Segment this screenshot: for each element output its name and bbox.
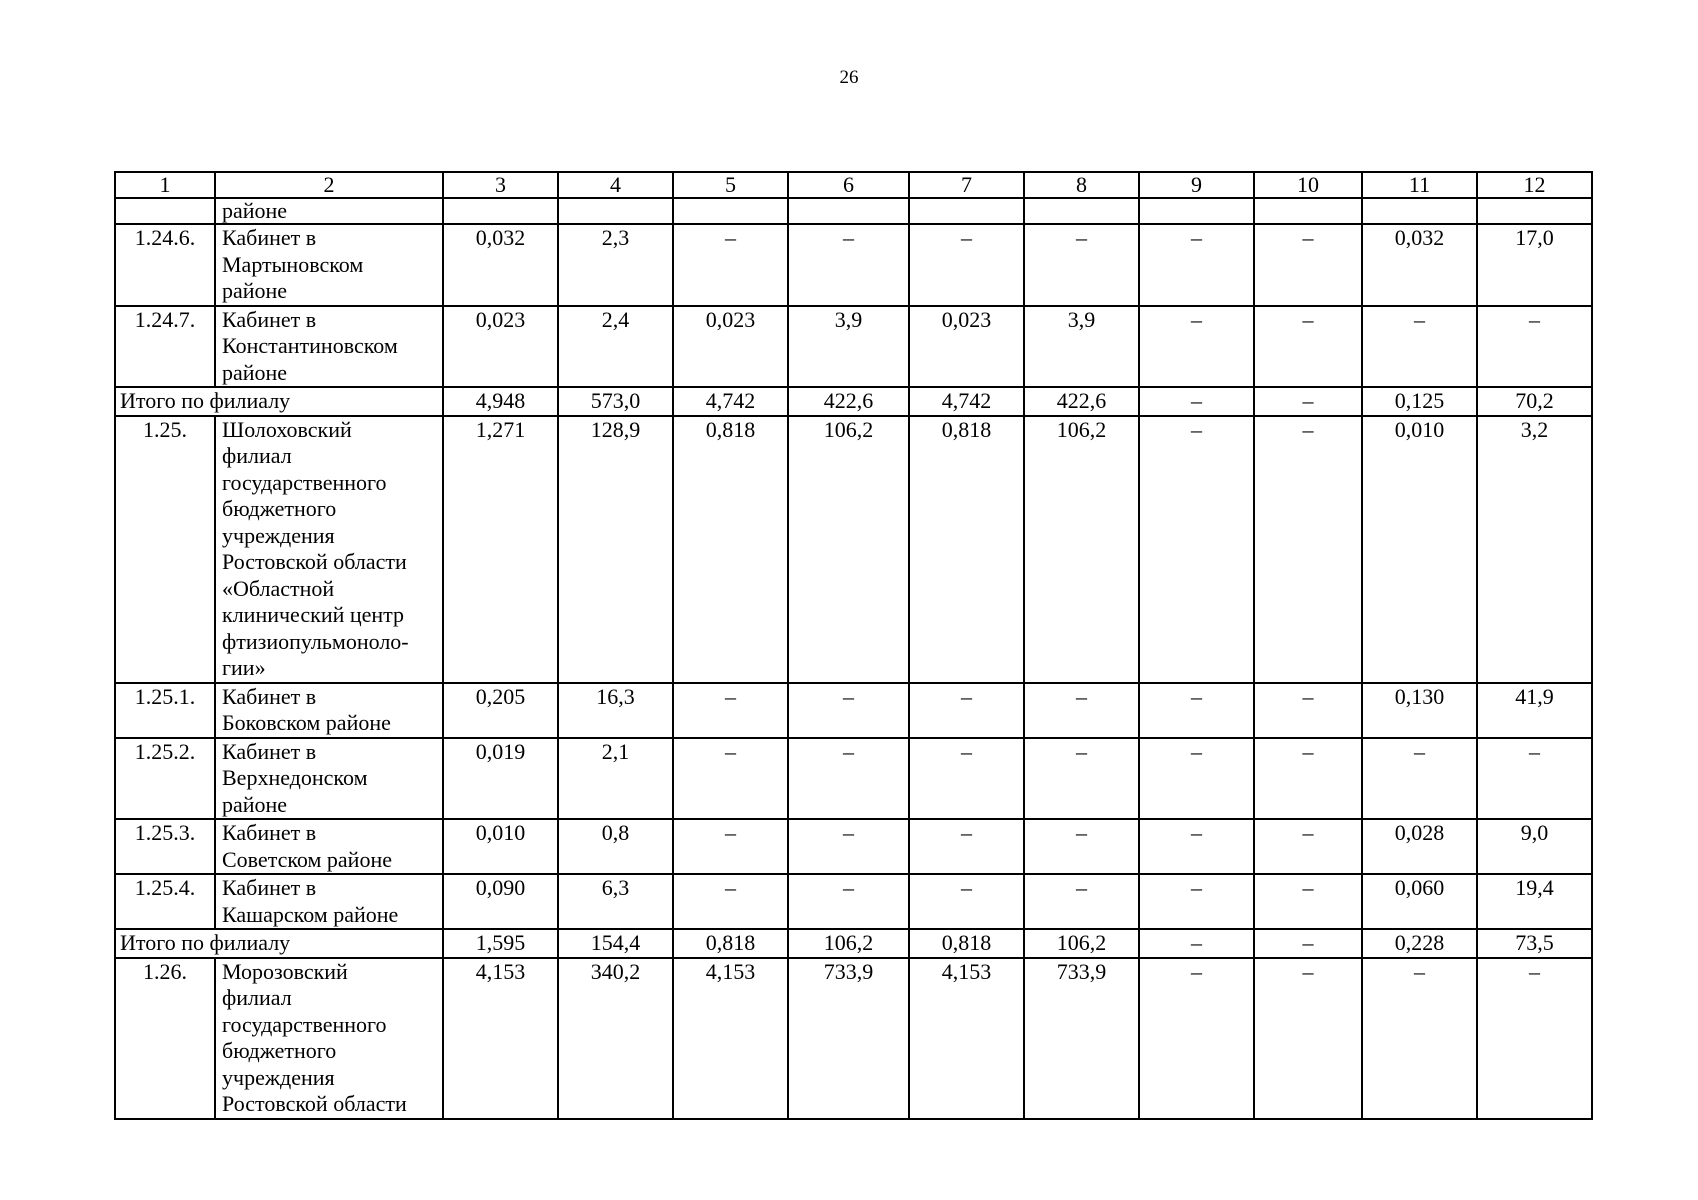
row-name-line: Кабинет в — [222, 738, 317, 764]
row-name-line: Кабинет в — [222, 306, 317, 332]
value-cell — [1254, 198, 1362, 224]
row-name-line: Советском районе — [222, 846, 392, 872]
value-cell: – — [788, 738, 909, 820]
value-cell: 0,090 — [443, 874, 558, 929]
value-cell: 106,2 — [788, 416, 909, 683]
value-cell: 128,9 — [558, 416, 673, 683]
row-name — [215, 683, 443, 738]
value-cell: 0,818 — [909, 416, 1024, 683]
value-cell: – — [1024, 224, 1139, 306]
row-name-line: учреждения — [222, 1064, 335, 1090]
value-cell: – — [1139, 224, 1254, 306]
row-number: 1.25.1. — [115, 683, 215, 738]
value-cell: 2,4 — [558, 306, 673, 388]
value-cell: 0,060 — [1362, 874, 1477, 929]
value-cell: – — [1254, 958, 1362, 1119]
value-cell: – — [1139, 683, 1254, 738]
value-cell — [909, 198, 1024, 224]
value-cell: – — [1024, 683, 1139, 738]
value-cell: – — [1254, 387, 1362, 416]
value-cell: – — [788, 819, 909, 874]
row-name — [215, 738, 443, 820]
row-name-line: фтизиопульмоноло- — [222, 628, 409, 654]
value-cell: 0,130 — [1362, 683, 1477, 738]
value-cell: – — [1254, 874, 1362, 929]
column-header: 11 — [1362, 172, 1477, 198]
row-name — [215, 874, 443, 929]
value-cell — [1024, 198, 1139, 224]
value-cell: – — [673, 738, 788, 820]
column-header: 6 — [788, 172, 909, 198]
value-cell: 733,9 — [788, 958, 909, 1119]
value-cell: 0,818 — [673, 416, 788, 683]
value-cell: – — [909, 738, 1024, 820]
table-row — [115, 683, 1592, 738]
value-cell: 0,8 — [558, 819, 673, 874]
value-cell: – — [1139, 416, 1254, 683]
value-cell: – — [788, 874, 909, 929]
column-header: 3 — [443, 172, 558, 198]
row-name-line: бюджетного — [222, 1038, 337, 1063]
value-cell: 4,153 — [443, 958, 558, 1119]
value-cell: – — [1362, 958, 1477, 1119]
value-cell: 0,023 — [909, 306, 1024, 388]
value-cell: 0,125 — [1362, 387, 1477, 416]
value-cell: 0,023 — [443, 306, 558, 388]
row-name-line: клинический центр — [222, 602, 405, 627]
value-cell: – — [788, 224, 909, 306]
value-cell: 4,948 — [443, 387, 558, 416]
value-cell: 73,5 — [1477, 929, 1592, 958]
value-cell: – — [673, 683, 788, 738]
value-cell: 1,271 — [443, 416, 558, 683]
value-cell: 106,2 — [1024, 416, 1139, 683]
row-name — [215, 819, 443, 874]
value-cell: – — [909, 224, 1024, 306]
total-row — [115, 387, 1592, 416]
row-name-line: районе — [222, 278, 288, 303]
row-number: 1.24.6. — [115, 224, 215, 306]
value-cell: 422,6 — [788, 387, 909, 416]
value-cell: – — [1139, 874, 1254, 929]
row-name-line: Кашарском районе — [222, 901, 399, 927]
value-cell — [1139, 198, 1254, 224]
value-cell: 4,153 — [673, 958, 788, 1119]
row-name-line: Боковском районе — [222, 710, 391, 735]
value-cell: 4,742 — [673, 387, 788, 416]
column-header: 9 — [1139, 172, 1254, 198]
row-name-line: Верхнедонском — [222, 765, 368, 790]
value-cell: – — [1254, 416, 1362, 683]
value-cell — [673, 198, 788, 224]
value-cell: 9,0 — [1477, 819, 1592, 874]
row-name-line: Ростовской области — [222, 1091, 407, 1116]
data-table — [114, 171, 1593, 1120]
value-cell: 0,818 — [673, 929, 788, 958]
row-name-line: Ростовской области — [222, 549, 407, 574]
column-header: 2 — [215, 172, 443, 198]
row-name-line: Мартыновском — [222, 251, 364, 277]
row-name — [215, 958, 443, 1119]
value-cell — [558, 198, 673, 224]
value-cell: 0,032 — [1362, 224, 1477, 306]
value-cell — [788, 198, 909, 224]
value-cell: 41,9 — [1477, 683, 1592, 738]
value-cell: – — [1477, 738, 1592, 820]
table-row — [115, 874, 1592, 929]
value-cell: 2,1 — [558, 738, 673, 820]
row-number: 1.25. — [115, 416, 215, 683]
row-name-line: районе — [222, 198, 288, 223]
value-cell: – — [1254, 224, 1362, 306]
row-name-line: Константиновском — [222, 333, 398, 358]
value-cell: 6,3 — [558, 874, 673, 929]
row-name-line: районе — [222, 359, 288, 385]
value-cell: 0,032 — [443, 224, 558, 306]
value-cell: – — [909, 874, 1024, 929]
value-cell: – — [1477, 958, 1592, 1119]
value-cell: – — [1362, 306, 1477, 388]
value-cell: – — [1477, 306, 1592, 388]
value-cell: 0,228 — [1362, 929, 1477, 958]
table-row — [115, 224, 1592, 306]
value-cell — [1362, 198, 1477, 224]
value-cell: – — [673, 224, 788, 306]
row-name — [215, 224, 443, 306]
value-cell: 0,028 — [1362, 819, 1477, 874]
column-header: 4 — [558, 172, 673, 198]
value-cell: 16,3 — [558, 683, 673, 738]
row-name-line: бюджетного — [222, 496, 337, 521]
value-cell: 4,742 — [909, 387, 1024, 416]
total-row — [115, 929, 1592, 958]
value-cell: – — [1139, 738, 1254, 820]
row-name — [215, 306, 443, 388]
row-number: 1.26. — [115, 958, 215, 1119]
value-cell: – — [673, 819, 788, 874]
value-cell: – — [788, 683, 909, 738]
value-cell: 0,205 — [443, 683, 558, 738]
value-cell: 3,2 — [1477, 416, 1592, 683]
value-cell: – — [1139, 306, 1254, 388]
row-name — [215, 198, 443, 224]
value-cell: 70,2 — [1477, 387, 1592, 416]
table-row — [115, 738, 1592, 820]
value-cell: 3,9 — [788, 306, 909, 388]
continued-row — [115, 198, 1592, 224]
value-cell: 0,010 — [1362, 416, 1477, 683]
value-cell: 573,0 — [558, 387, 673, 416]
column-header: 7 — [909, 172, 1024, 198]
row-name-line: Кабинет в — [222, 875, 317, 900]
row-name-line: Кабинет в — [222, 683, 317, 709]
row-name-line: гии» — [222, 655, 266, 680]
row-name-line: Шолоховский — [222, 416, 352, 442]
table-body — [115, 172, 1592, 1119]
value-cell — [443, 198, 558, 224]
row-name-line: «Областной — [222, 575, 335, 601]
value-cell: 19,4 — [1477, 874, 1592, 929]
value-cell: 2,3 — [558, 224, 673, 306]
column-header: 10 — [1254, 172, 1362, 198]
value-cell: 4,153 — [909, 958, 1024, 1119]
row-name-line: государственного — [222, 469, 387, 495]
value-cell: – — [1139, 929, 1254, 958]
value-cell: 3,9 — [1024, 306, 1139, 388]
row-name-line: филиал — [222, 443, 292, 468]
row-number: 1.25.4. — [115, 874, 215, 929]
value-cell: 733,9 — [1024, 958, 1139, 1119]
value-cell: – — [909, 819, 1024, 874]
value-cell: 1,595 — [443, 929, 558, 958]
value-cell: – — [1139, 819, 1254, 874]
row-name-line: районе — [222, 791, 288, 817]
total-label: Итого по филиалу — [115, 929, 443, 958]
value-cell: 106,2 — [1024, 929, 1139, 958]
value-cell: – — [1254, 306, 1362, 388]
table-row — [115, 416, 1592, 683]
value-cell — [1477, 198, 1592, 224]
value-cell: – — [1024, 819, 1139, 874]
value-cell: 0,019 — [443, 738, 558, 820]
value-cell: – — [1024, 874, 1139, 929]
value-cell: – — [1254, 929, 1362, 958]
column-header: 5 — [673, 172, 788, 198]
value-cell: 154,4 — [558, 929, 673, 958]
row-name-line: Морозовский — [222, 958, 348, 984]
value-cell: – — [1139, 958, 1254, 1119]
row-number: 1.25.2. — [115, 738, 215, 820]
value-cell: 0,023 — [673, 306, 788, 388]
column-header-row — [115, 172, 1592, 198]
value-cell: – — [1024, 738, 1139, 820]
row-number — [115, 198, 215, 224]
row-name-line: Кабинет в — [222, 225, 317, 250]
value-cell: – — [1139, 387, 1254, 416]
value-cell: – — [1254, 738, 1362, 820]
value-cell: 0,010 — [443, 819, 558, 874]
page-number: 26 — [839, 67, 859, 88]
row-name-line: Кабинет в — [222, 820, 317, 845]
value-cell: 340,2 — [558, 958, 673, 1119]
row-number: 1.25.3. — [115, 819, 215, 874]
value-cell: 17,0 — [1477, 224, 1592, 306]
table-row — [115, 819, 1592, 874]
value-cell: 422,6 — [1024, 387, 1139, 416]
value-cell: – — [1254, 819, 1362, 874]
column-header: 1 — [115, 172, 215, 198]
column-header: 8 — [1024, 172, 1139, 198]
value-cell: 106,2 — [788, 929, 909, 958]
row-name-line: государственного — [222, 1011, 387, 1037]
row-number: 1.24.7. — [115, 306, 215, 388]
row-name-line: филиал — [222, 985, 292, 1010]
table-row — [115, 958, 1592, 1119]
value-cell: – — [673, 874, 788, 929]
row-name — [215, 416, 443, 683]
total-label: Итого по филиалу — [115, 387, 443, 416]
value-cell: 0,818 — [909, 929, 1024, 958]
value-cell: – — [1362, 738, 1477, 820]
column-header: 12 — [1477, 172, 1592, 198]
value-cell: – — [1254, 683, 1362, 738]
row-name-line: учреждения — [222, 522, 335, 548]
table-row — [115, 306, 1592, 388]
value-cell: – — [909, 683, 1024, 738]
